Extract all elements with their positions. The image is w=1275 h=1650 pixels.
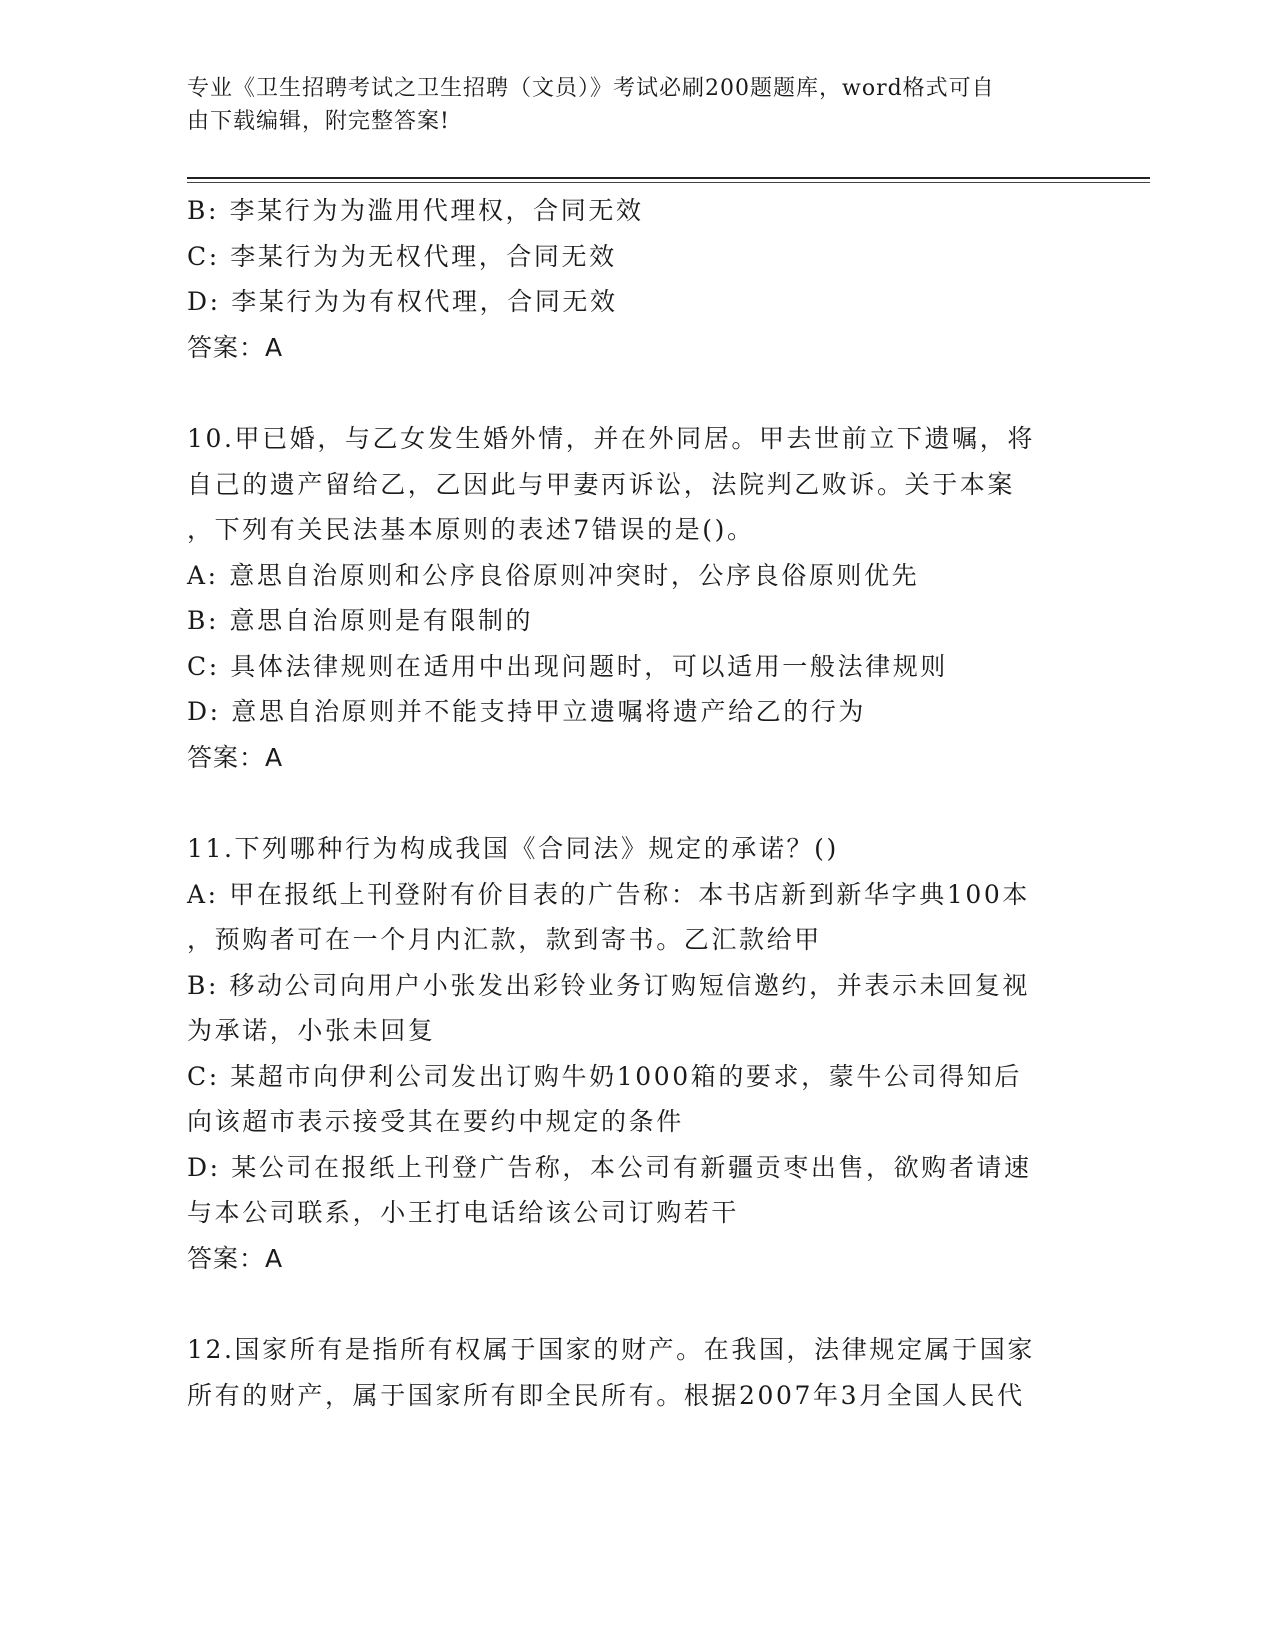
answer: 答案：A bbox=[187, 332, 284, 362]
option-c: C: 具体法律规则在适用中出现问题时，可以适用一般法律规则 bbox=[187, 651, 948, 681]
question-stem: 所有的财产，属于国家所有即全民所有。根据2007年3月全国人民代 bbox=[187, 1380, 1025, 1410]
header-line-1: 专业《卫生招聘考试之卫生招聘（文员）》考试必刷200题题库，word格式可自 bbox=[187, 76, 995, 101]
spacer bbox=[187, 370, 1077, 416]
option-d: D: 李某行为为有权代理，合同无效 bbox=[187, 287, 618, 316]
option-d: D: 某公司在报纸上刊登广告称，本公司有新疆贡枣出售，欲购者请速 bbox=[187, 1152, 1032, 1182]
question-11 bbox=[187, 826, 1077, 1281]
header-rule-thin bbox=[187, 182, 1150, 183]
header-rule-thick bbox=[187, 177, 1150, 179]
option-a: A: 甲在报纸上刊登附有价目表的广告称：本书店新到新华字典100本 bbox=[187, 879, 1030, 909]
option-c: C: 李某行为为无权代理，合同无效 bbox=[187, 241, 617, 271]
document-body bbox=[187, 188, 1077, 1418]
option-c: C: 某超市向伊利公司发出订购牛奶1000箱的要求，蒙牛公司得知后 bbox=[187, 1061, 1022, 1091]
question-stem: 11.下列哪种行为构成我国《合同法》规定的承诺？() bbox=[187, 834, 839, 863]
spacer bbox=[187, 1281, 1077, 1327]
question-10 bbox=[187, 416, 1077, 780]
answer: 答案：A bbox=[187, 742, 284, 772]
document-header bbox=[187, 72, 1067, 138]
option-b: B: 移动公司向用户小张发出彩铃业务订购短信邀约，并表示未回复视 bbox=[187, 970, 1030, 1000]
answer: 答案：A bbox=[187, 1243, 284, 1273]
question-9-continued bbox=[187, 188, 1077, 370]
option-b: B: 李某行为为滥用代理权，合同无效 bbox=[187, 196, 644, 225]
option-d-cont: 与本公司联系，小王打电话给该公司订购若干 bbox=[187, 1198, 740, 1227]
header-line-2: 由下载编辑，附完整答案! bbox=[187, 109, 450, 134]
question-stem: 10.甲已婚，与乙女发生婚外情，并在外同居。甲去世前立下遗嘱，将 bbox=[187, 424, 1035, 453]
option-a-cont: ，预购者可在一个月内汇款，款到寄书。乙汇款给甲 bbox=[187, 925, 822, 954]
spacer bbox=[187, 780, 1077, 826]
option-c-cont: 向该超市表示接受其在要约中规定的条件 bbox=[187, 1107, 684, 1136]
question-stem: 自己的遗产留给乙，乙因此与甲妻丙诉讼，法院判乙败诉。关于本案 bbox=[187, 469, 1016, 499]
option-b-cont: 为承诺，小张未回复 bbox=[187, 1016, 436, 1045]
question-stem: 12.国家所有是指所有权属于国家的财产。在我国，法律规定属于国家 bbox=[187, 1335, 1035, 1364]
option-b: B: 意思自治原则是有限制的 bbox=[187, 606, 534, 635]
option-d: D: 意思自治原则并不能支持甲立遗嘱将遗产给乙的行为 bbox=[187, 697, 867, 726]
question-stem: ，下列有关民法基本原则的表述7错误的是()。 bbox=[187, 515, 755, 544]
option-a: A: 意思自治原则和公序良俗原则冲突时，公序良俗原则优先 bbox=[187, 560, 920, 590]
question-12 bbox=[187, 1327, 1077, 1418]
